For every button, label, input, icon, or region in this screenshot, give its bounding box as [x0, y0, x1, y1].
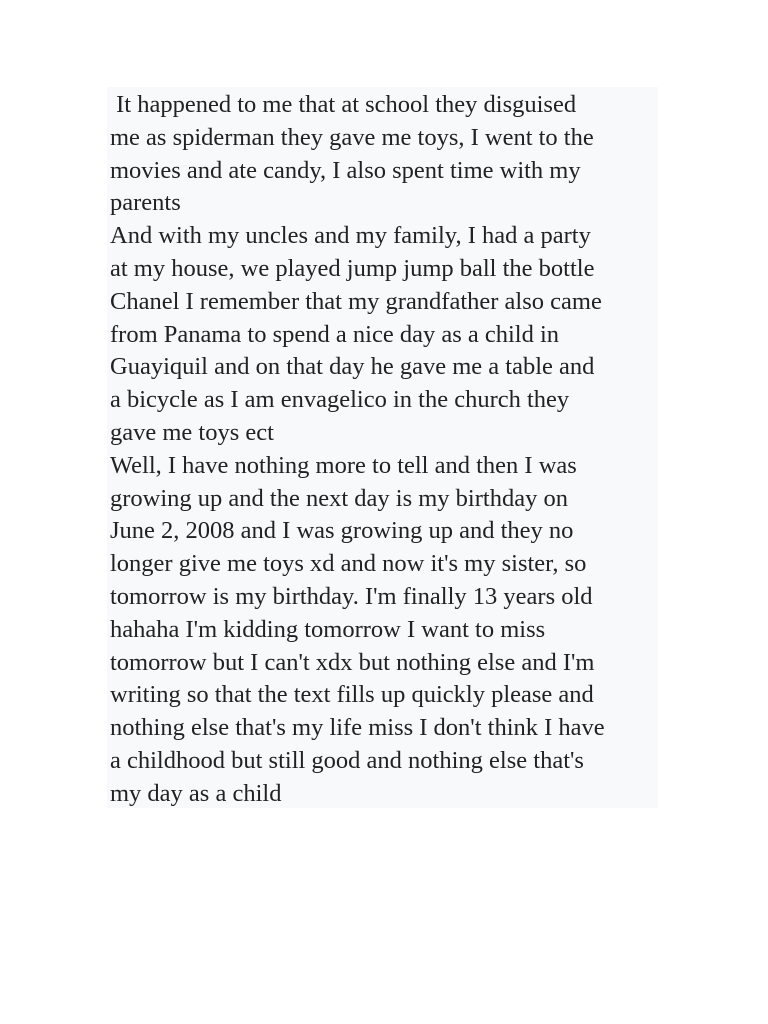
text-line-21: a childhood but still good and nothing else that's	[110, 746, 584, 774]
text-line-20: nothing else that's my life miss I don't think I have	[110, 714, 605, 742]
story-text-block	[107, 87, 658, 808]
text-line-11: gave me toys ect	[110, 418, 274, 446]
text-line-4: parents	[110, 189, 181, 217]
text-line-7: Chanel I remember that my grandfather also came	[110, 287, 602, 315]
text-line-14: June 2, 2008 and I was growing up and they no	[110, 517, 574, 545]
text-line-6: at my house, we played jump jump ball the bottle	[110, 254, 595, 282]
text-line-5: And with my uncles and my family, I had a party	[110, 222, 591, 250]
text-line-1: It happened to me that at school they disguised	[110, 91, 577, 118]
text-line-2: me as spiderman they gave me toys, I went to the	[110, 123, 594, 151]
text-line-12: Well, I have nothing more to tell and then I was	[110, 451, 577, 479]
text-line-9: Guayiquil and on that day he gave me a table and	[110, 353, 595, 381]
text-line-16: tomorrow is my birthday. I'm finally 13 years old	[110, 582, 593, 610]
text-line-22: my day as a child	[110, 779, 282, 807]
text-line-8: from Panama to spend a nice day as a child in	[110, 320, 560, 348]
text-line-17: hahaha I'm kidding tomorrow I want to miss	[110, 615, 546, 643]
text-line-10: a bicycle as I am envagelico in the church they	[110, 386, 570, 414]
text-line-19: writing so that the text fills up quickly please and	[110, 681, 594, 709]
text-line-15: longer give me toys xd and now it's my sister, so	[110, 550, 587, 578]
text-line-3: movies and ate candy, I also spent time with my	[110, 156, 581, 184]
text-line-13: growing up and the next day is my birthday on	[110, 484, 568, 512]
text-line-18: tomorrow but I can't xdx but nothing else and I'm	[110, 648, 595, 676]
